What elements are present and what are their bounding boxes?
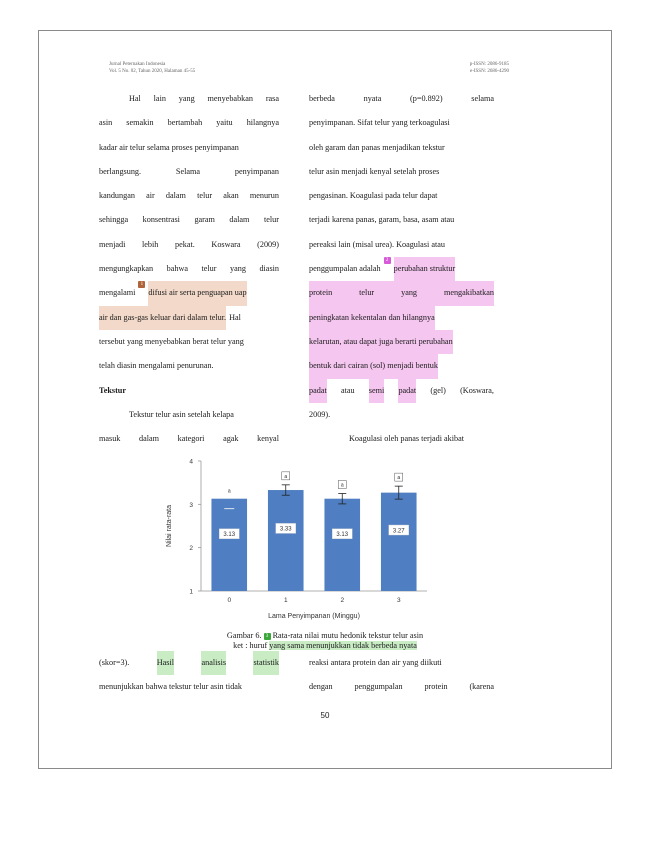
chart-bar bbox=[211, 499, 247, 591]
text-line: padat atau semi padat (gel) (Koswara, bbox=[309, 379, 494, 403]
text-line: menunjukkan bahwa tekstur telur asin tidak bbox=[99, 682, 243, 692]
text-line: oleh garam dan panas menjadikan tekstur bbox=[309, 142, 445, 152]
highlight-annotation[interactable]: air dan gas-gas keluar dari dalam telur. bbox=[99, 306, 226, 330]
highlight-annotation[interactable]: peningkatan kekentalan dan hilangnya bbox=[309, 306, 435, 330]
highlight-annotation[interactable]: kelarutan, atau dapat juga berarti perubahan bbox=[309, 330, 453, 354]
y-axis-label: Nilai rata-rata bbox=[166, 504, 173, 548]
text-line: kadar air telur selama proses penyimpanan bbox=[99, 142, 239, 152]
highlight-annotation[interactable]: protein telur yang mengakibatkan bbox=[309, 281, 494, 305]
x-tick-label: 0 bbox=[227, 597, 232, 604]
text-line bbox=[309, 330, 494, 354]
chart-bar bbox=[324, 499, 360, 591]
text-line: masuk dalam kategori agak kenyal bbox=[99, 434, 279, 444]
journal-volume: Vol. 5 No. 02, Tahun 2020, Halaman 45-55 bbox=[109, 69, 196, 74]
figure-bar-chart bbox=[149, 451, 459, 626]
x-tick-label: 3 bbox=[396, 597, 401, 604]
text-line: telah diasin mengalami penurunan. bbox=[99, 361, 214, 371]
text-line bbox=[309, 354, 494, 378]
text-line: mengalami 1 difusi air serta penguapan uap bbox=[99, 281, 279, 305]
online-issn: e-ISSN: 2686-4290 bbox=[469, 69, 509, 74]
text-line: Tekstur telur asin setelah kelapa bbox=[129, 409, 234, 419]
highlight-annotation[interactable]: perubahan struktur bbox=[394, 257, 456, 281]
text-line: sehingga konsentrasi garam dalam telur bbox=[99, 215, 279, 225]
text-line: tersebut yang menyebabkan berat telur yang bbox=[99, 336, 244, 346]
significance-letter: a bbox=[340, 482, 344, 489]
text-line: penggumpalan adalah 2 perubahan struktur bbox=[309, 257, 494, 281]
text-line: telur asin menjadi kenyal setelah proses bbox=[309, 166, 440, 176]
text-line: Koagulasi oleh panas terjadi akibat bbox=[349, 434, 465, 444]
text-line: pengasinan. Koagulasi pada telur dapat bbox=[309, 191, 438, 201]
data-label: 3.13 bbox=[223, 532, 236, 539]
section-heading: Tekstur bbox=[99, 385, 126, 395]
significance-letter: a bbox=[284, 473, 288, 480]
annotation-marker[interactable]: 1 bbox=[138, 281, 145, 288]
paper-page bbox=[38, 30, 612, 769]
text-line: mengungkapkan bahwa telur yang diasin bbox=[99, 264, 279, 274]
x-tick-label: 1 bbox=[283, 597, 288, 604]
data-label: 3.27 bbox=[392, 528, 405, 535]
text-line: pereaksi lain (misal urea). Koagulasi atau bbox=[309, 239, 445, 249]
text-line: air dan gas-gas keluar dari dalam telur. Hal bbox=[99, 306, 279, 330]
highlight-annotation[interactable]: yang sama menunjukkan tidak berbeda nyata bbox=[269, 641, 417, 650]
text-line: Hal lain yang menyebabkan rasa bbox=[129, 94, 279, 103]
text-line: 2009). bbox=[309, 409, 331, 419]
significance-letter: a bbox=[227, 488, 231, 495]
text-line: penyimpanan. Sifat telur yang terkoagulasi bbox=[309, 118, 450, 128]
data-label: 3.13 bbox=[336, 532, 349, 539]
journal-name: Jurnal Peternakan Indonesia bbox=[109, 62, 166, 67]
text-line: asin semakin bertambah yaitu hilangnya bbox=[99, 118, 279, 128]
journal-header-right bbox=[434, 61, 509, 75]
data-label: 3.33 bbox=[279, 526, 292, 533]
right-column-bottom bbox=[309, 651, 494, 700]
y-tick-label: 2 bbox=[189, 545, 193, 553]
y-tick-label: 1 bbox=[189, 588, 193, 596]
text-line: dengan penggumpalan protein (karena bbox=[309, 682, 494, 692]
x-axis-label: Lama Penyimpanan (Minggu) bbox=[268, 613, 360, 620]
text-line: berbeda nyata (p=0.892) selama bbox=[309, 94, 494, 103]
journal-header-left bbox=[109, 61, 195, 75]
figure-note: ket : huruf yang sama menunjukkan tidak berbeda nyata bbox=[233, 641, 417, 650]
left-column-bottom bbox=[99, 651, 279, 700]
text-line: (skor=3). Hasil analisis statistik bbox=[99, 651, 279, 675]
text-line: terjadi karena panas, garam, basa, asam atau bbox=[309, 215, 455, 225]
text-line: kandungan air dalam telur akan menurun bbox=[99, 191, 279, 201]
x-tick-label: 2 bbox=[340, 597, 345, 604]
highlight-annotation[interactable]: difusi air serta penguapan uap bbox=[148, 281, 246, 305]
figure-caption: Gambar 6. 3 Rata-rata nilai mutu hedonik tekstur telur asin bbox=[226, 631, 424, 640]
annotation-marker[interactable]: 3 bbox=[264, 633, 271, 640]
y-tick-label: 3 bbox=[189, 501, 193, 509]
text-line: reaksi antara protein dan air yang diikuti bbox=[309, 658, 442, 667]
chart-bar bbox=[381, 493, 417, 591]
print-issn: p-ISSN: 2086-9185 bbox=[469, 62, 509, 67]
significance-letter: a bbox=[397, 475, 401, 482]
left-column bbox=[99, 87, 279, 451]
text-line: menjadi lebih pekat. Koswara (2009) bbox=[99, 239, 279, 249]
highlight-annotation[interactable]: bentuk dari cairan (sol) menjadi bentuk bbox=[309, 354, 438, 378]
text-line: berlangsung. Selama penyimpanan bbox=[99, 166, 279, 176]
text-line bbox=[309, 306, 494, 330]
right-column bbox=[309, 87, 494, 451]
annotation-marker[interactable]: 2 bbox=[384, 257, 391, 264]
y-tick-label: 4 bbox=[189, 458, 193, 466]
page-number: 50 bbox=[320, 711, 330, 720]
chart-bar bbox=[268, 490, 304, 591]
